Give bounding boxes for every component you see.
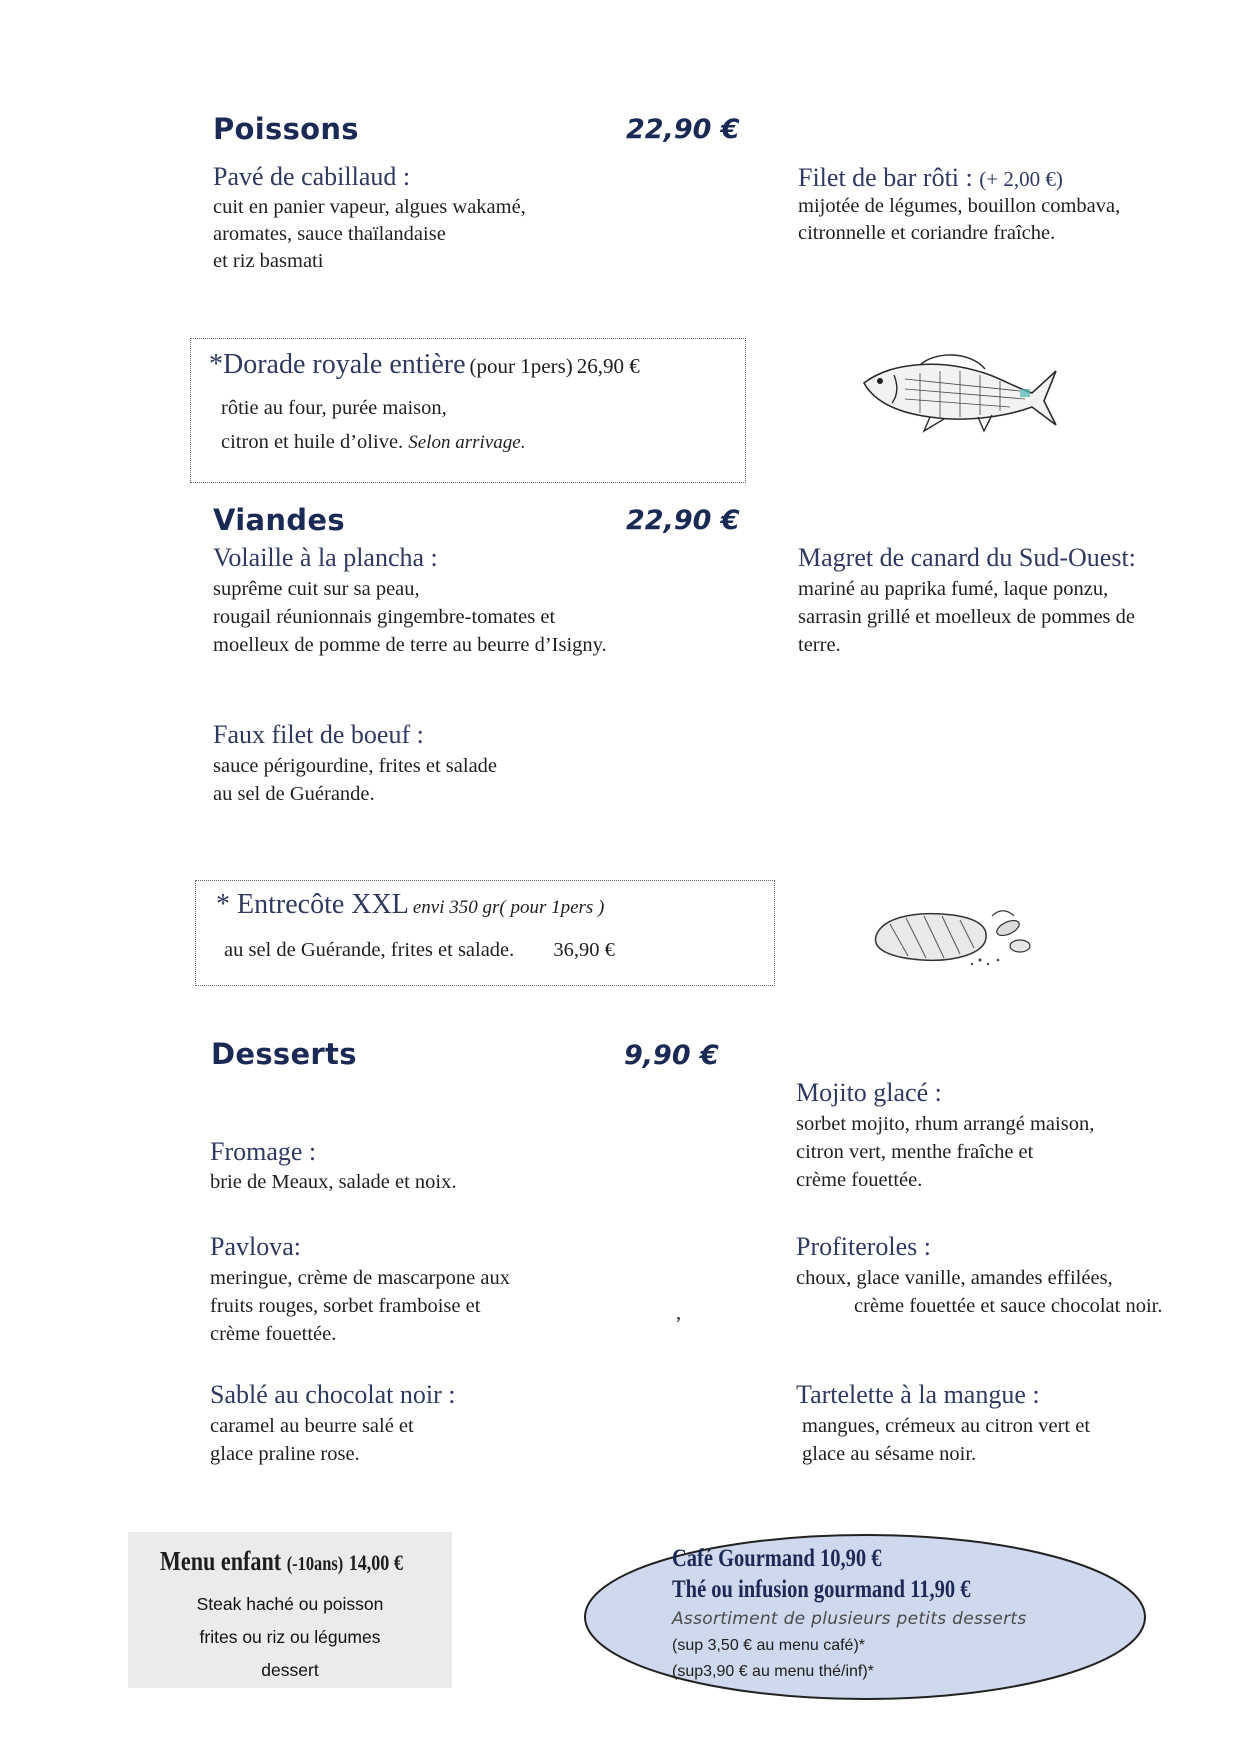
dish-fromage: [210, 1137, 456, 1196]
dish-note: (pour 1pers): [469, 354, 573, 378]
dish-profiteroles: [796, 1232, 1162, 1320]
section-title-viandes: Viandes: [213, 503, 345, 537]
dish-price: 26,90 €: [576, 354, 640, 378]
section-price-desserts: 9,90 €: [624, 1040, 719, 1071]
kids-menu-line: frites ou riz ou légumes: [199, 1627, 381, 1647]
kids-menu-box: [128, 1532, 452, 1688]
dish-name: Pavlova:: [210, 1232, 301, 1261]
desc-line: et riz basmati: [213, 250, 324, 272]
desc-line: choux, glace vanille, amandes effilées,: [796, 1267, 1113, 1289]
steak-illustration: [868, 902, 1038, 974]
dish-description: [796, 1412, 1090, 1468]
dish-description: [213, 194, 526, 275]
desc-line: mangues, crémeux au citron vert et: [802, 1415, 1091, 1437]
desc-line: glace praline rose.: [210, 1443, 360, 1465]
desc-line: mijotée de légumes, bouillon combava,: [798, 195, 1121, 217]
stray-comma: ,: [676, 1302, 682, 1324]
desc-line: citron vert, menthe fraîche et: [796, 1141, 1034, 1163]
dorade-box: [190, 338, 746, 483]
dish-mojito: [796, 1078, 1094, 1194]
dish-faux-filet: [213, 720, 497, 808]
dish-description: [213, 575, 607, 659]
the-line: Thé ou infusion gourmand 11,90 €: [672, 1576, 971, 1603]
dish-description: [210, 1412, 455, 1468]
desc-line: suprême cuit sur sa peau,: [213, 578, 420, 600]
desc-line: crème fouettée.: [796, 1169, 923, 1191]
kids-menu-items: [128, 1588, 452, 1687]
dish-supplement: (+ 2,00 €): [979, 167, 1063, 191]
desc-line: cuit en panier vapeur, algues wakamé,: [213, 196, 526, 218]
dish-description: [798, 193, 1120, 247]
dish-sable: [210, 1380, 455, 1468]
cafe-line: Café Gourmand 10,90 €: [672, 1545, 882, 1572]
desc-line: moelleux de pomme de terre au beurre d’Isigny.: [213, 634, 607, 656]
kids-menu-price: 14,00 €: [348, 1550, 403, 1575]
desc-line: meringue, crème de mascarpone aux: [210, 1267, 510, 1289]
desc-line: mariné au paprika fumé, laque ponzu,: [798, 578, 1109, 600]
cafe-supplement: (sup 3,50 € au menu café)*: [672, 1637, 866, 1654]
dish-tartelette: [796, 1380, 1090, 1468]
dish-description: [796, 1110, 1094, 1194]
dish-description: [210, 1169, 456, 1196]
desc-line: aromates, sauce thaïlandaise: [213, 223, 446, 245]
desc-line: terre.: [798, 634, 841, 656]
dish-price: 36,90 €: [553, 939, 615, 961]
desc-line: au sel de Guérande.: [213, 783, 375, 805]
desc-line: citronnelle et coriandre fraîche.: [798, 222, 1056, 244]
desc-line: sorbet mojito, rhum arrangé maison,: [796, 1113, 1095, 1135]
dish-bar: [798, 163, 1120, 247]
desc-line: brie de Meaux, salade et noix.: [210, 1171, 457, 1193]
desc-line: rougail réunionnais gingembre-tomates et: [213, 606, 556, 628]
dish-description: [213, 752, 497, 808]
dish-name: * Entrecôte XXL: [216, 889, 409, 920]
desc-line: au sel de Guérande, frites et salade.: [224, 939, 515, 961]
cafe-description: Assortiment de plusieurs petits desserts: [672, 1609, 1027, 1629]
dish-volaille: [213, 543, 607, 659]
kids-menu-line: Steak haché ou poisson: [196, 1594, 384, 1614]
cafe-gourmand-block: [672, 1543, 1036, 1685]
desc-line: citron et huile d’olive.: [221, 431, 404, 453]
dish-name: Faux filet de boeuf :: [213, 720, 424, 749]
kids-menu-age: (-10ans): [286, 1553, 344, 1575]
desc-line: sauce périgourdine, frites et salade: [213, 755, 498, 777]
dish-note: envi 350 gr( pour 1pers ): [412, 897, 605, 918]
section-title-poissons: Poissons: [213, 112, 359, 146]
dish-pavlova: [210, 1232, 510, 1348]
the-supplement: (sup3,90 € au menu thé/inf)*: [672, 1663, 874, 1680]
dish-name: Tartelette à la mangue :: [796, 1380, 1040, 1409]
dish-cabillaud: [213, 162, 526, 275]
dish-name: Profiteroles :: [796, 1232, 932, 1261]
kids-menu-line: dessert: [261, 1660, 319, 1680]
dish-name: Volaille à la plancha :: [213, 543, 438, 572]
section-price-poissons: 22,90 €: [626, 114, 740, 145]
fish-illustration: [860, 345, 1060, 435]
dish-name: Mojito glacé :: [796, 1078, 942, 1107]
dish-name: Magret de canard du Sud-Ouest:: [798, 543, 1136, 572]
dish-description: [210, 1264, 510, 1348]
dish-name: *Dorade royale entière: [209, 349, 466, 380]
dish-name: Filet de bar rôti :: [798, 163, 973, 192]
section-price-viandes: 22,90 €: [626, 505, 740, 536]
desc-line: sarrasin grillé et moelleux de pommes de: [798, 606, 1136, 628]
desc-line-italic: Selon arrivage.: [408, 432, 526, 453]
entrecote-box: [195, 880, 775, 986]
desc-line: glace au sésame noir.: [802, 1443, 977, 1465]
kids-menu-title: Menu enfant: [160, 1546, 282, 1576]
dish-name: Fromage :: [210, 1137, 317, 1166]
desc-line: caramel au beurre salé et: [210, 1415, 414, 1437]
dish-name: Sablé au chocolat noir :: [210, 1380, 456, 1409]
desc-line: crème fouettée et sauce chocolat noir.: [854, 1295, 1163, 1317]
section-title-desserts: Desserts: [211, 1037, 357, 1071]
dish-magret: [798, 543, 1136, 659]
dish-description: [798, 575, 1136, 659]
desc-line: crème fouettée.: [210, 1323, 337, 1345]
desc-line: fruits rouges, sorbet framboise et: [210, 1295, 481, 1317]
desc-line: rôtie au four, purée maison,: [221, 397, 447, 419]
dish-name: Pavé de cabillaud :: [213, 162, 411, 191]
dish-description: [796, 1264, 1162, 1320]
